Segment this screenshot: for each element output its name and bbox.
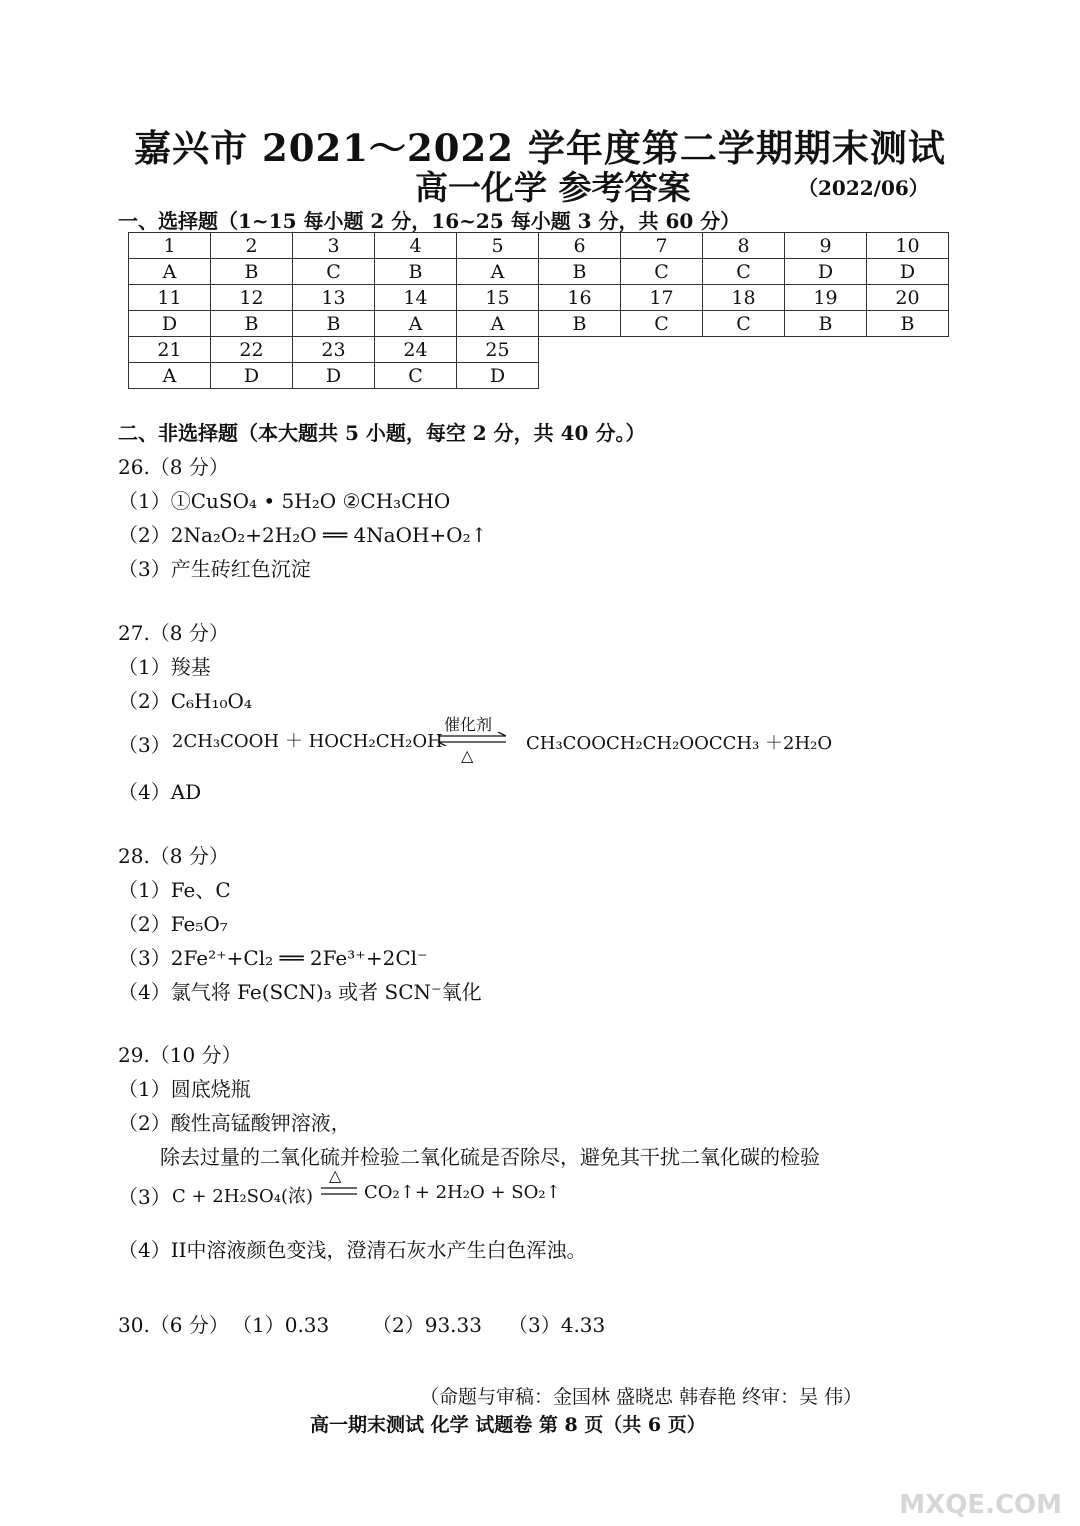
q29-equation-reactants: C + 2H₂SO₄(浓) — [172, 1186, 314, 1207]
table-cell: 5 — [457, 233, 539, 259]
q29-heat-label: △ — [329, 1166, 342, 1185]
table-cell: 14 — [375, 285, 457, 311]
q27-answer-2: （2）C₆H₁₀O₄ — [118, 689, 252, 713]
table-cell: B — [375, 259, 457, 285]
page-footer: 高一期末测试 化学 试题卷 第 8 页（共 6 页） — [310, 1414, 706, 1436]
q26-title: 26.（8 分） — [118, 455, 229, 479]
q27-answer-1: （1）羧基 — [118, 655, 211, 679]
page-subtitle: 高一化学 参考答案 — [415, 168, 691, 207]
q28-title: 28.（8 分） — [118, 844, 229, 868]
table-cell: 10 — [867, 233, 949, 259]
table-cell: D — [867, 259, 949, 285]
page-title: 嘉兴市 2021～2022 学年度第二学期期末测试 — [134, 126, 946, 170]
table-cell: 21 — [129, 337, 211, 363]
table-cell: 12 — [211, 285, 293, 311]
table-cell: D — [129, 311, 211, 337]
q27-heat-label: △ — [461, 746, 474, 765]
reversible-arrow-icon — [436, 732, 508, 746]
table-cell: D — [457, 363, 539, 389]
q29-answer-3-label: （3） — [118, 1185, 171, 1209]
table-cell: 3 — [293, 233, 375, 259]
table-cell: B — [539, 311, 621, 337]
table-cell: 22 — [211, 337, 293, 363]
table-cell: 13 — [293, 285, 375, 311]
exam-date: （2022/06） — [798, 176, 929, 200]
table-row — [129, 233, 949, 259]
table-cell-empty — [539, 363, 621, 389]
section2-heading: 二、非选择题（本大题共 5 小题，每空 2 分，共 40 分。） — [118, 421, 646, 445]
q27-equation-products: CH₃COOCH₂CH₂OOCCH₃ ＋2H₂O — [526, 733, 833, 754]
table-cell: 24 — [375, 337, 457, 363]
table-row — [129, 363, 949, 389]
table-cell-empty — [621, 337, 703, 363]
table-cell: C — [621, 311, 703, 337]
table-cell: C — [621, 259, 703, 285]
table-cell: A — [129, 259, 211, 285]
q27-answer-4: （4）AD — [118, 780, 202, 804]
table-cell: 2 — [211, 233, 293, 259]
table-cell: 4 — [375, 233, 457, 259]
table-cell: B — [211, 259, 293, 285]
q30-title: 30.（6 分） — [118, 1313, 229, 1337]
table-cell: 8 — [703, 233, 785, 259]
table-cell: B — [539, 259, 621, 285]
table-cell: B — [293, 311, 375, 337]
table-cell: 9 — [785, 233, 867, 259]
q30-answer-1: （1）0.33 — [232, 1313, 330, 1337]
q27-title: 27.（8 分） — [118, 621, 229, 645]
q30-answer-3: （3）4.33 — [508, 1313, 606, 1337]
credits: （命题与审稿：金国林 盛晓忠 韩春艳 终审：吴 伟） — [420, 1386, 863, 1408]
table-cell: A — [129, 363, 211, 389]
q27-equation-reactants: 2CH₃COOH ＋ HOCH₂CH₂OH — [172, 731, 443, 752]
watermark-logo: MXQE.COM — [899, 1490, 1062, 1520]
table-cell: 23 — [293, 337, 375, 363]
table-row — [129, 259, 949, 285]
table-cell-empty — [785, 337, 867, 363]
table-cell: C — [375, 363, 457, 389]
table-cell: 20 — [867, 285, 949, 311]
table-cell: 16 — [539, 285, 621, 311]
answer-table — [128, 232, 949, 389]
table-cell: D — [293, 363, 375, 389]
q29-answer-4: （4）II中溶液颜色变浅，澄清石灰水产生白色浑浊。 — [118, 1238, 587, 1262]
q26-answer-3: （3）产生砖红色沉淀 — [118, 557, 311, 581]
table-cell-empty — [621, 363, 703, 389]
table-cell: 6 — [539, 233, 621, 259]
table-row — [129, 337, 949, 363]
table-cell: B — [867, 311, 949, 337]
table-cell: 11 — [129, 285, 211, 311]
q28-answer-3: （3）2Fe²⁺+Cl₂ ══ 2Fe³⁺+2Cl⁻ — [118, 946, 428, 970]
table-cell: A — [457, 311, 539, 337]
table-cell: C — [293, 259, 375, 285]
q26-answer-1: （1）①CuSO₄ • 5H₂O ②CH₃CHO — [118, 489, 451, 513]
table-cell: 17 — [621, 285, 703, 311]
table-cell: B — [785, 311, 867, 337]
q27-answer-3-label: （3） — [118, 733, 171, 757]
q28-answer-2: （2）Fe₅O₇ — [118, 912, 228, 936]
q29-answer-2: （2）酸性高锰酸钾溶液， — [118, 1111, 351, 1135]
table-cell: C — [703, 311, 785, 337]
table-cell-empty — [785, 363, 867, 389]
table-cell: 1 — [129, 233, 211, 259]
q28-answer-4: （4）氯气将 Fe(SCN)₃ 或者 SCN⁻氧化 — [118, 980, 482, 1004]
table-cell: 7 — [621, 233, 703, 259]
q26-answer-2: （2）2Na₂O₂+2H₂O ══ 4NaOH+O₂↑ — [118, 523, 488, 547]
table-cell-empty — [703, 337, 785, 363]
q29-answer-2-detail: 除去过量的二氧化硫并检验二氧化硫是否除尽，避免其干扰二氧化碳的检验 — [160, 1145, 820, 1169]
table-cell: A — [375, 311, 457, 337]
table-row — [129, 311, 949, 337]
q29-answer-1: （1）圆底烧瓶 — [118, 1077, 251, 1101]
table-cell-empty — [539, 337, 621, 363]
table-cell: B — [211, 311, 293, 337]
q29-equation-products: CO₂↑+ 2H₂O + SO₂↑ — [364, 1182, 561, 1203]
table-cell: A — [457, 259, 539, 285]
table-cell: C — [703, 259, 785, 285]
table-cell-empty — [703, 363, 785, 389]
table-cell: D — [211, 363, 293, 389]
table-cell-empty — [867, 363, 949, 389]
table-cell: 19 — [785, 285, 867, 311]
q29-title: 29.（10 分） — [118, 1043, 242, 1067]
q28-answer-1: （1）Fe、C — [118, 878, 231, 902]
section1-heading: 一、选择题（1~15 每小题 2 分，16~25 每小题 3 分，共 60 分） — [118, 209, 741, 233]
table-cell: D — [785, 259, 867, 285]
table-cell: 25 — [457, 337, 539, 363]
table-row — [129, 285, 949, 311]
table-cell: 18 — [703, 285, 785, 311]
equals-sign-icon — [320, 1186, 358, 1196]
table-cell-empty — [867, 337, 949, 363]
q27-catalyst-label: 催化剂 — [444, 715, 493, 734]
q30-answer-2: （2）93.33 — [372, 1313, 482, 1337]
table-cell: 15 — [457, 285, 539, 311]
